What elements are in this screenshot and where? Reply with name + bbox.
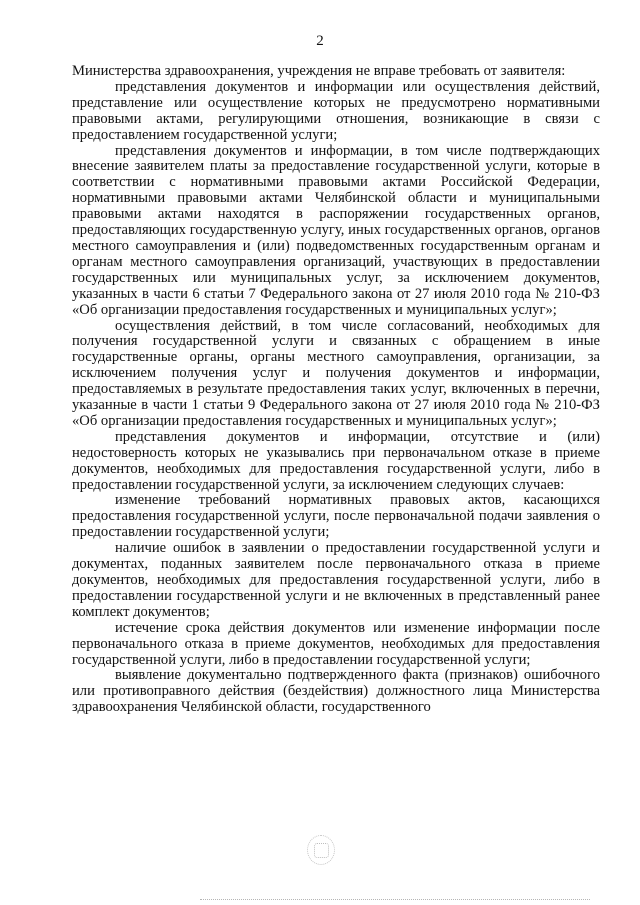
faint-stamp-mark (307, 835, 335, 865)
paragraph-exception-misconduct: выявление документально подтвержденного факта (признаков) ошибочного или противоправного действия (бездействия) должностного лица Министерства здравоохранения Челябинской области, государственного (72, 667, 600, 716)
document-body (72, 64, 600, 716)
page-number: 2 (316, 33, 324, 49)
paragraph-prohibition-documents: представления документов и информации, в том числе подтверждающих внесение заявителем платы за предоставление государственной услуги, которые в соответствии с нормативными правовыми актами Российской Федерации, нормативными правовыми актами Челябинской области и муниципальными правовыми актами находятся в распоряжении государственных органов, предоставляющих государственную услугу, иных государственных органов, органов местного самоуправления и (или) подведомственных государственным органам и органам местного самоуправления организаций, участвующих в предоставлении государственных или муниципальных услуг, за исключением документов, указанных в части 6 статьи 7 Федерального закона от 27 июля 2010 года № 210-ФЗ «Об организации предоставления государственных и муниципальных услуг»; (72, 142, 600, 318)
paragraph-continuation: Министерства здравоохранения, учреждения не вправе требовать от заявителя: (72, 63, 566, 79)
paragraph-exception-errors: наличие ошибок в заявлении о предоставлении государственной услуги и документах, поданных заявителем после первоначального отказа в приеме документов, необходимых для предоставления государственной услуги, либо в предоставлении государственной услуги и не включенных в представленный ранее комплект документов; (72, 540, 600, 620)
paragraph-prohibition-missing-info: представления документов и информации, отсутствие и (или) недостоверность которых не указывались при первоначальном отказе в приеме документов, необходимых для предоставления государственной услуги, либо в предоставлении государственной услуги, за исключением следующих случаев: (72, 428, 600, 493)
paragraph-exception-expiry: истечение срока действия документов или изменение информации после первоначального отказа в приеме документов, необходимых для предоставления государственной услуги, либо в предоставлении государственной услуги; (72, 619, 600, 668)
paragraph-exception-law-change: изменение требований нормативных правовых актов, касающихся предоставления государственной услуги, после первоначальной подачи заявления о предоставлении государственной услуги; (72, 492, 600, 541)
bottom-scan-rule (200, 899, 590, 900)
paragraph-prohibition-approvals: осуществления действий, в том числе согласований, необходимых для получения государственной услуги и связанных с обращением в иные государственные органы, органы местного самоуправления, организации, за исключением получения услуг и получения документов и информации, предоставляемых в результате предоставления таких услуг, включенных в перечни, указанные в части 1 статьи 9 Федерального закона от 27 июля 2010 года № 210-ФЗ «Об организации предоставления государственных и муниципальных услуг»; (72, 317, 600, 429)
paragraph-prohibition-actions: представления документов и информации или осуществления действий, представление или осуществление которых не предусмотрено нормативными правовыми актами, регулирующими отношения, возникающие в связи с предоставлением государственной услуги; (72, 78, 600, 143)
